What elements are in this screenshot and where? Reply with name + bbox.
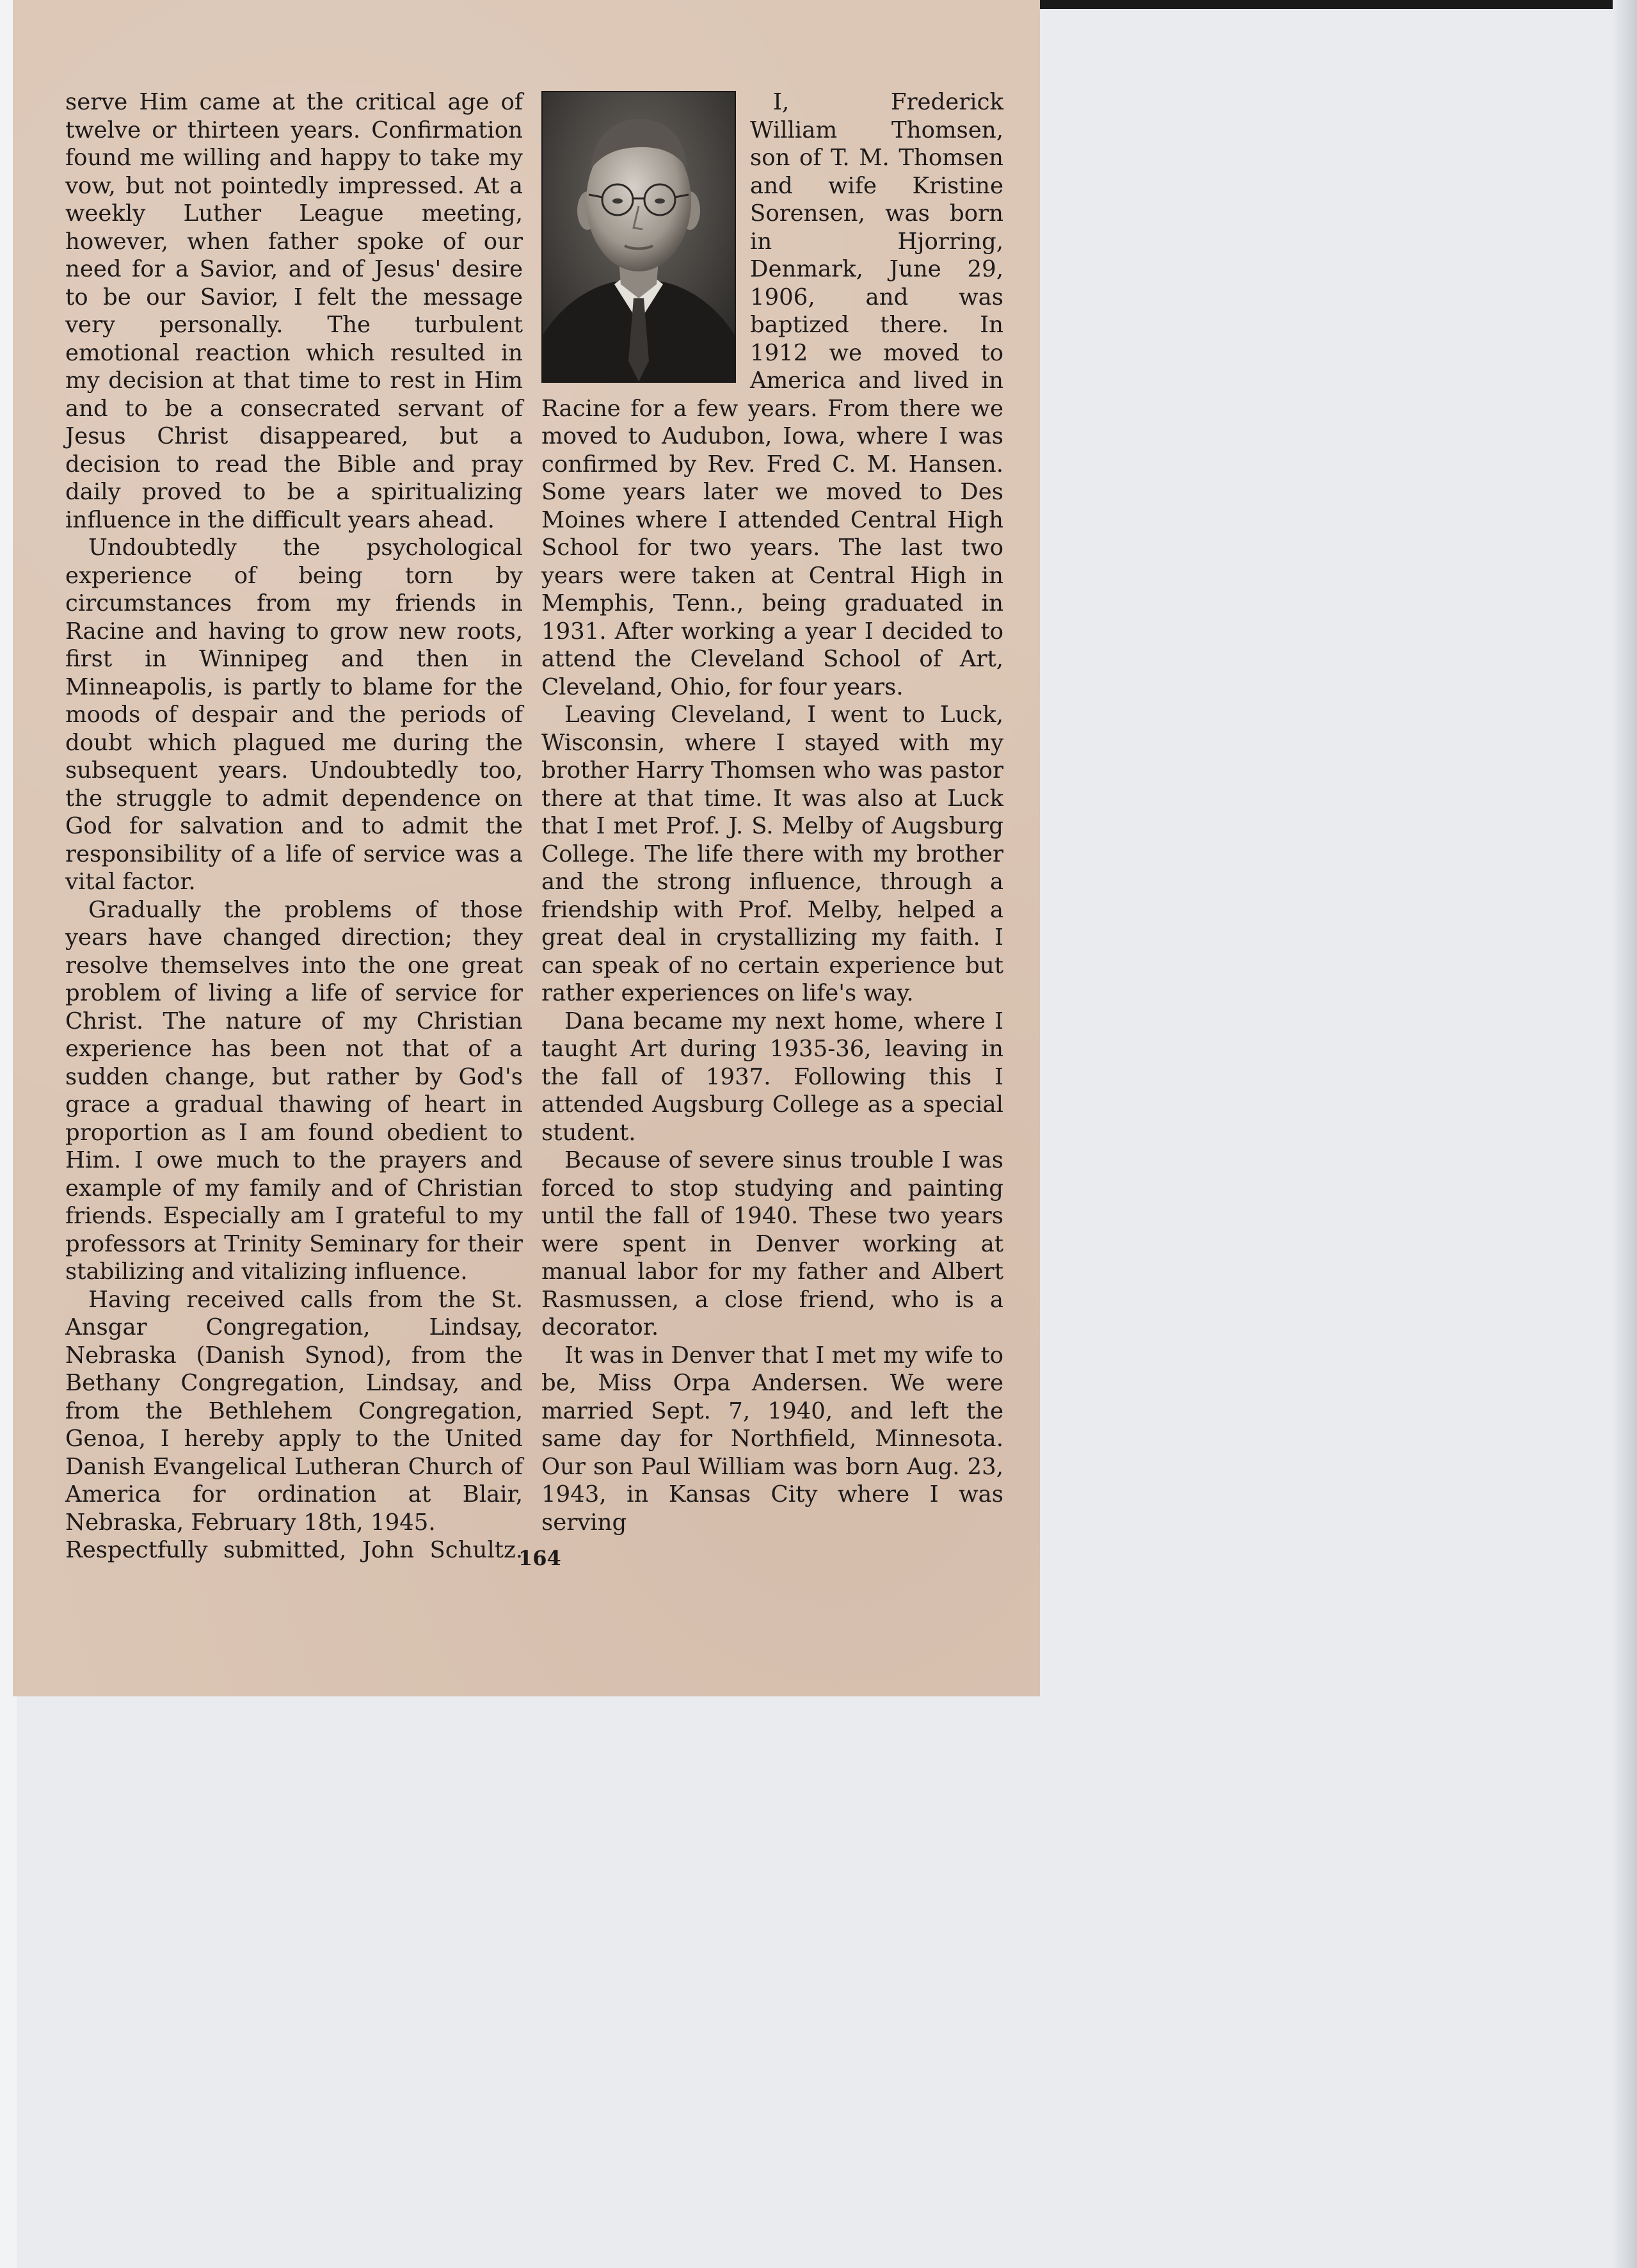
portrait-photo <box>541 91 736 383</box>
left-column <box>65 88 523 1564</box>
right-paragraph-4: Because of severe sinus trouble I was forced to stop studying and painting until the fall of 1940. These two years were spent in Denver working at manual labor for my father and Albert Rasmussen, a close friend, who is a decorator. <box>541 1147 1003 1340</box>
scanner-top-edge <box>1018 0 1637 9</box>
right-column <box>541 88 1003 1536</box>
right-paragraph-1: I, Frederick William Thomsen, son of T. M. Thomsen and wife Kristine Sorensen, was born in Hjorring, Denmark, June 29, 1906, and was baptized there. In 1912 we moved to America and lived in Racine for a few years. From there we moved to Audubon, Iowa, where I was confirmed by Rev. Fred C. M. Hansen. Some years later we moved to Des Moines where I attended Central High School for two years. The last two years were taken at Central High in Memphis, Tenn., being graduated in 1931. After working a year I decided to attend the Cleveland School of Art, Cleveland, Ohio, for four years. <box>541 89 1003 700</box>
page-number: 164 <box>518 1546 561 1570</box>
left-paragraph-1: serve Him came at the critical age of twelve or thirteen years. Confirmation found me willing and happy to take my vow, but not pointedly impressed. At a weekly Luther League meeting, however, when father spoke of our need for a Savior, and of Jesus' desire to be our Savior, I felt the message very personally. The turbulent emotional reaction which resulted in my decision at that time to rest in Him and to be a consecrated servant of Jesus Christ disappeared, but a decision to read the Bible and pray daily proved to be a spiritualizing influence in the difficult years ahead. <box>65 89 523 533</box>
left-paragraph-2: Undoubtedly the psychological experience of being torn by circumstances from my friends in Racine and having to grow new roots, first in Winnipeg and then in Minneapolis, is partly to blame for the moods of despair and the periods of doubt which plagued me during the subsequent years. Undoubtedly too, the struggle to admit dependence on God for salvation and to admit the responsibility of a life of service was a vital factor. <box>65 535 523 895</box>
right-paragraph-2: Leaving Cleveland, I went to Luck, Wisconsin, where I stayed with my brother Harry Thomsen who was pastor there at that time. It was also at Luck that I met Prof. J. S. Melby of Augsburg College. The life there with my brother and the strong influence, through a friendship with Prof. Melby, helped a great deal in crystallizing my faith. I can speak of no certain experience but rather experiences on life's way. <box>541 702 1003 1006</box>
right-paragraph-5: It was in Denver that I met my wife to be, Miss Orpa Andersen. We were married Sept. 7, 1940, and left the same day for Northfield, Minnesota. Our son Paul William was born Aug. 23, 1943, in Kansas City where I was serving <box>541 1342 1003 1536</box>
left-paragraph-3: Gradually the problems of those years have changed direction; they resolve themselves into the one great problem of living a life of service for Christ. The nature of my Christian experience has been not that of a sudden change, but rather by God's grace a gradual thawing of heart in proportion as I am found obedient to Him. I owe much to the prayers and example of my family and of Christian friends. Especially am I grateful to my professors at Trinity Seminary for their stabilizing and vitalizing influence. <box>65 896 523 1285</box>
left-paragraph-4: Having received calls from the St. Ansgar Congregation, Lindsay, Nebraska (Danish Synod), from the Bethany Congregation, Lindsay, and from the Bethlehem Congregation, Genoa, I hereby apply to the United Danish Evangelical Lutheran Church of America for ordination at Blair, Nebraska, February 18th, 1945. <box>65 1286 523 1536</box>
right-paragraph-3: Dana became my next home, where I taught Art during 1935-36, leaving in the fall of 1937. Following this I attended Augsburg College as a special student. <box>541 1008 1003 1146</box>
signoff-line: Respectfully submitted, John Schultz. <box>65 1537 523 1563</box>
portrait-image <box>543 92 735 382</box>
newspaper-clipping <box>13 0 1040 1696</box>
scanner-right-edge <box>1613 0 1637 2268</box>
